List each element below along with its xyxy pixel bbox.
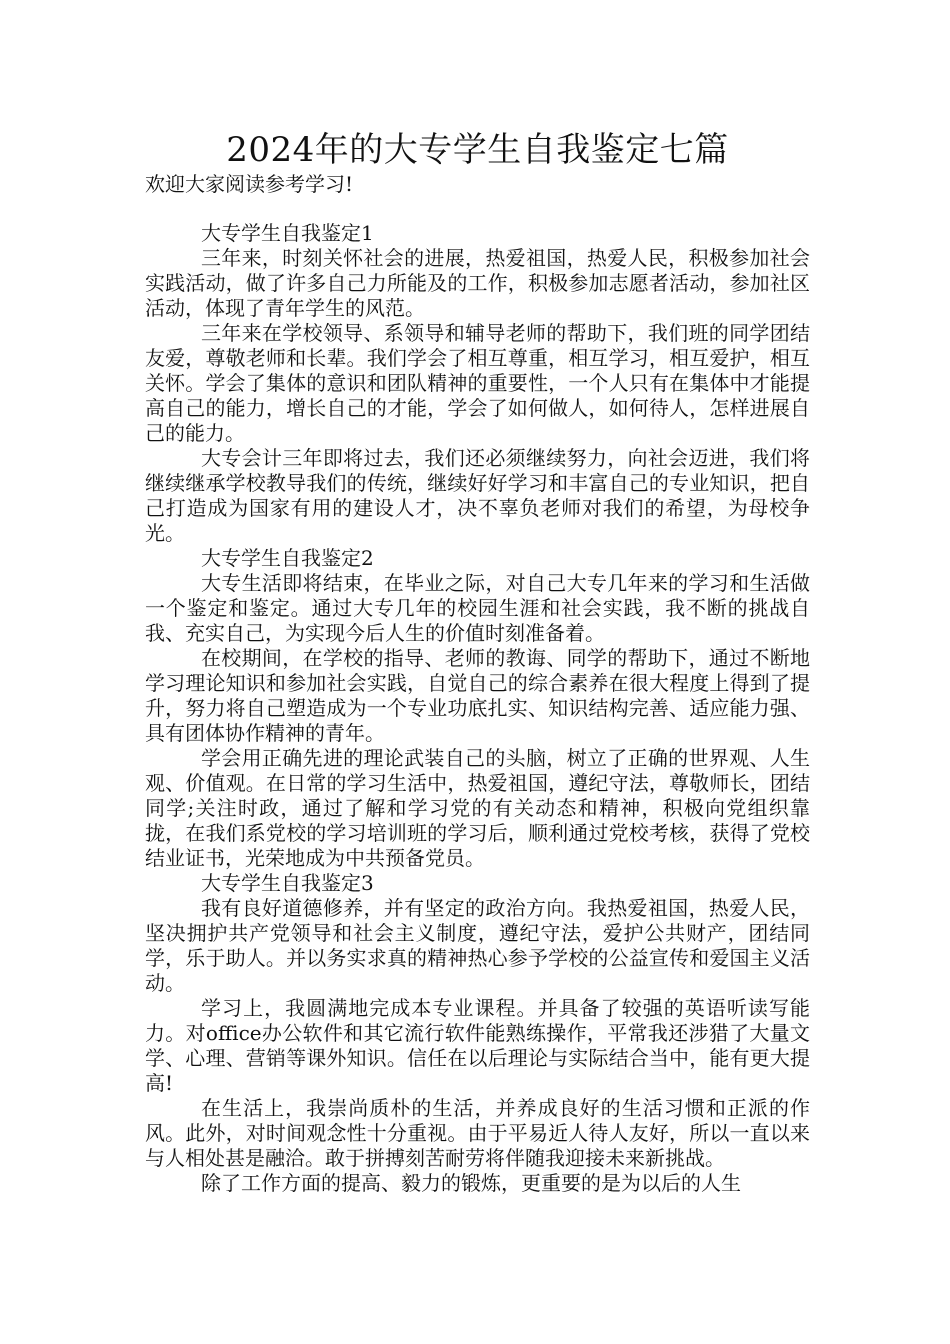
paragraph: 除了工作方面的提高、毅力的锻炼，更重要的是为以后的人生 [201,1171,741,1195]
paragraph: 我有良好道德修养，并有坚定的政治方向。我热爱祖国，热爱人民，坚决拥护共产党领导和社会主义制度，遵纪守法，爱护公共财产，团结同学，乐于助人。并以务实求真的精神热心参予学校的公益宣传和爱国主义活动。 [145,896,810,995]
paragraph: 三年来在学校领导、系领导和辅导老师的帮助下，我们班的同学团结友爱，尊敬老师和长辈。我们学会了相互尊重，相互学习，相互爱护，相互关怀。学会了集体的意识和团队精神的重要性，一个人只有在集体中才能提高自己的能力，增长自己的才能，学会了如何做人，如何待人，怎样进展自己的能力。 [145,321,810,445]
document-page [145,128,810,1196]
document-title: 2024年的大专学生自我鉴定七篇 [226,130,729,170]
paragraph: 在校期间，在学校的指导、老师的教诲、同学的帮助下，通过不断地学习理论知识和参加社会实践，自觉自己的综合素养在很大程度上得到了提升，努力将自己塑造成为一个专业功底扎实、知识结构完善、适应能力强、具有团体协作精神的青年。 [145,646,810,745]
paragraph: 学习上，我圆满地完成本专业课程。并具备了较强的英语听读写能力。对office办公软件和其它流行软件能熟练操作，平常我还涉猎了大量文学、心理、营销等课外知识。信任在以后理论与实际结合当中，能有更大提高! [145,996,810,1095]
section-heading: 大专学生自我鉴定1 [201,221,374,245]
section-1 [145,221,810,546]
section-3 [145,871,810,1196]
section-heading: 大专学生自我鉴定3 [201,871,374,895]
paragraph: 大专生活即将结束，在毕业之际，对自己大专几年来的学习和生活做一个鉴定和鉴定。通过大专几年的校园生涯和社会实践，我不断的挑战自我、充实自己，为实现今后人生的价值时刻准备着。 [145,571,810,645]
paragraph: 在生活上，我崇尚质朴的生活，并养成良好的生活习惯和正派的作风。此外，对时间观念性十分重视。由于平易近人待人友好，所以一直以来与人相处甚是融洽。敢于拼搏刻苦耐劳将伴随我迎接未来新挑战。 [145,1096,810,1170]
intro-text: 欢迎大家阅读参考学习! [145,172,354,196]
paragraph: 大专会计三年即将过去，我们还必须继续努力，向社会迈进，我们将继续继承学校教导我们的传统，继续好好学习和丰富自己的专业知识，把自己打造成为国家有用的建设人才，决不辜负老师对我们的希望，为母校争光。 [145,446,810,545]
paragraph: 三年来，时刻关怀社会的进展，热爱祖国，热爱人民，积极参加社会实践活动，做了许多自己力所能及的工作，积极参加志愿者活动，参加社区活动，体现了青年学生的风范。 [145,246,810,320]
section-2 [145,546,810,871]
section-heading: 大专学生自我鉴定2 [201,546,374,570]
paragraph: 学会用正确先进的理论武装自己的头脑，树立了正确的世界观、人生观、价值观。在日常的学习生活中，热爱祖国，遵纪守法，尊敬师长，团结同学;关注时政，通过了解和学习党的有关动态和精神，积极向党组织靠拢，在我们系党校的学习培训班的学习后，顺利通过党校考核，获得了党校结业证书，光荣地成为中共预备党员。 [145,746,810,870]
